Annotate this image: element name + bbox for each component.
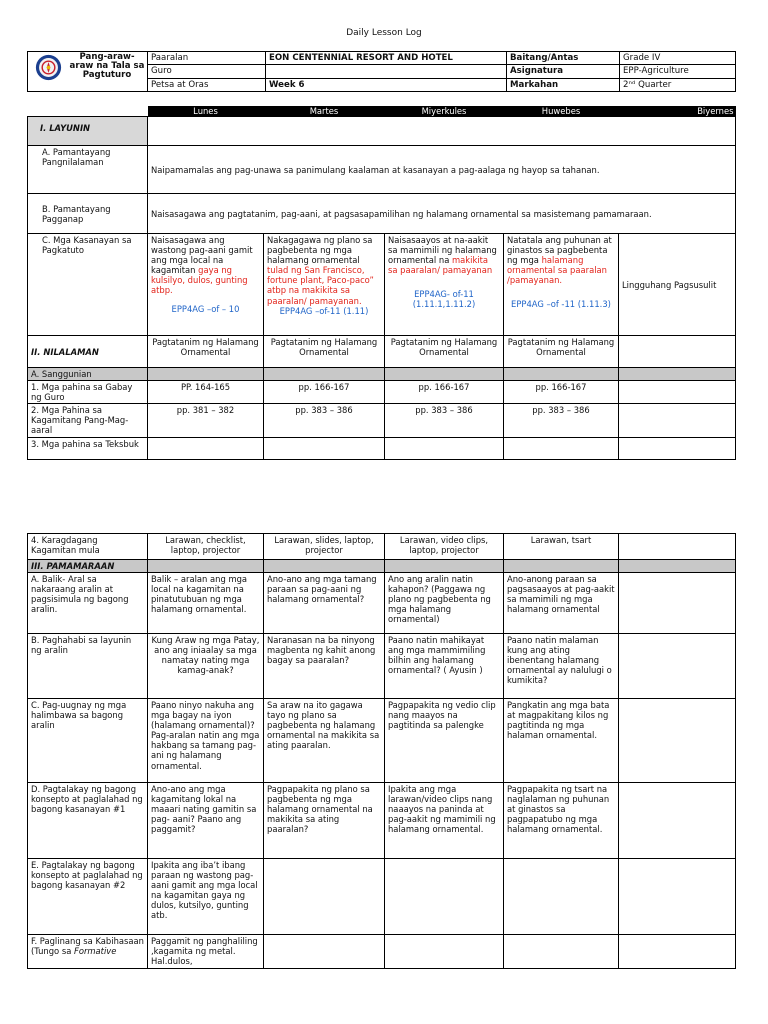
pagtalakay-2-monday: Ipakita ang iba’t ibang paraan ng wastong pag-aani gamit ang mga local na kagamitan gaya ng dulos, kutsilyo, gunting atb. <box>148 859 264 935</box>
gabay-guro-monday: PP. 164-165 <box>148 381 264 404</box>
paglinang-label: F. Paglinang sa Kabihasaan (Tungo sa Formative <box>28 935 148 969</box>
date-value: Week 6 <box>266 78 507 91</box>
document-title: Daily Lesson Log <box>346 28 422 38</box>
paghahabi-thursday: Paano natin malaman kung ang ating ibenentang halamang ornamental ay nalulugi o kumikita? <box>504 634 619 699</box>
gabay-guro-tuesday: pp. 166-167 <box>264 381 385 404</box>
quarter-label: Markahan <box>507 78 620 91</box>
teksbuk-label: 3. Mga pahina sa Teksbuk <box>28 437 148 459</box>
day-friday: Biyernes <box>619 106 736 117</box>
pagganap-label: B. Pamantayang Pagganap <box>28 194 148 234</box>
nilalaman-tuesday: Pagtatanim ng Halamang Ornamental <box>264 336 385 368</box>
paglinang-monday: Paggamit ng panghaliling ,kagamita ng metal. Hal.dulos, <box>148 935 264 969</box>
grade-value: Grade IV <box>620 52 736 65</box>
lesson-table-1 <box>27 106 736 460</box>
pangnilalaman-label: A. Pamantayang Pangnilalaman <box>28 146 148 194</box>
school-value: EON CENTENNIAL RESORT AND HOTEL <box>266 52 507 65</box>
kagamitan-tuesday: pp. 383 – 386 <box>264 404 385 437</box>
paghahabi-tuesday: Naranasan na ba ninyong magbenta ng kahit anong bagay sa paaralan? <box>264 634 385 699</box>
day-monday: Lunes <box>148 106 264 117</box>
pag-uugnay-monday: Paano ninyo nakuha ang mga bagay na iyon (halamang ornamental)? Pag-aralan natin ang mga hakbang sa tamang pag-ani ng halamang ornamental. <box>148 699 264 783</box>
kasanayan-monday: Naisasagawa ang wastong pag-aani gamit ang mga local na kagamitan gaya ng kulsilyo, dulos, gunting atbp. EPP4AG –of – 10 <box>148 234 264 336</box>
quarter-value: 2ⁿᵈ Quarter <box>620 78 736 91</box>
pagtalakay-2-label: E. Pagtalakay ng bagong konsepto at paglalahad ng bagong kasanayan #2 <box>28 859 148 935</box>
pag-uugnay-tuesday: Sa araw na ito gagawa tayo ng plano sa pagbebenta ng halamang ornamental na makikita sa ating paaralan. <box>264 699 385 783</box>
day-wednesday: Miyerkules <box>385 106 504 117</box>
pag-uugnay-wednesday: Pagpapakita ng vedio clip nang maayos na pagtitinda sa palengke <box>385 699 504 783</box>
kagamitan-thursday: pp. 383 – 386 <box>504 404 619 437</box>
kasanayan-wednesday: Naisasaayos at na-aakit sa mamimili ng halamang ornamental na makikita sa paaralan/ pamayanan EPP4AG- of-11 (1.11.1,1.11.2) <box>385 234 504 336</box>
balik-aral-tuesday: Ano-ano ang mga tamang paraan sa pag-aani ng halamang ornamental? <box>264 573 385 634</box>
pagtalakay-1-monday: Ano-ano ang mga kagamitang lokal na maaari nating gamitin sa pag- aani? Paano ang paggamit? <box>148 783 264 859</box>
balik-aral-thursday: Ano-anong paraan sa pagsasaayos at pag-aakit sa mamimili ng mga halamang ornamental <box>504 573 619 634</box>
pagtalakay-1-thursday: Pagpapakita ng tsart na naglalaman ng puhunan at ginastos sa pagpapatubo ng mga halamang ornamental. <box>504 783 619 859</box>
karagdagang-wednesday: Larawan, video clips, laptop, projector <box>385 534 504 560</box>
pamamaraan-heading: III. PAMAMARAAN <box>28 560 148 573</box>
balik-aral-label: A. Balik- Aral sa nakaraang aralin at pagsisimula ng bagong aralin. <box>28 573 148 634</box>
nilalaman-wednesday: Pagtatanim ng Halamang Ornamental <box>385 336 504 368</box>
subject-label: Asignatura <box>507 65 620 78</box>
date-label: Petsa at Oras <box>148 78 266 91</box>
deped-logo-cell <box>28 52 148 92</box>
karagdagang-monday: Larawan, checklist, laptop, projector <box>148 534 264 560</box>
kasanayan-label: C. Mga Kasanayan sa Pagkatuto <box>28 234 148 336</box>
pag-uugnay-thursday: Pangkatin ang mga bata at magpakitang kilos ng pagtitinda ng mga halaman ornamental. <box>504 699 619 783</box>
kagamitan-mag-aaral-label: 2. Mga Pahina sa Kagamitang Pang-Mag-aaral <box>28 404 148 437</box>
kasanayan-friday: Lingguhang Pagsusulit <box>619 234 736 336</box>
kasanayan-thursday: Natatala ang puhunan at ginastos sa pagbebenta ng mga halamang ornamental sa paaralan /pamayanan. EPP4AG –of -11 (1.11.3) <box>504 234 619 336</box>
nilalaman-heading: II. NILALAMAN <box>28 336 148 368</box>
kagamitan-wednesday: pp. 383 – 386 <box>385 404 504 437</box>
paghahabi-wednesday: Paano natin mahikayat ang mga mammimiling bilhin ang halamang ornamental? ( Ayusin ) <box>385 634 504 699</box>
lesson-table-2 <box>27 533 736 969</box>
balik-aral-wednesday: Ano ang aralin natin kahapon? (Paggawa ng plano ng pagbebenta ng mga halamang ornamental) <box>385 573 504 634</box>
grade-label: Baitang/Antas <box>507 52 620 65</box>
kagamitan-monday: pp. 381 – 382 <box>148 404 264 437</box>
pagtalakay-1-tuesday: Pagpapakita ng plano sa pagbebenta ng mga halamang ornamental na makikita sa ating paaralan? <box>264 783 385 859</box>
sanggunian-label: A. Sanggunian <box>28 368 148 381</box>
header-table <box>27 51 736 92</box>
deped-seal-icon <box>35 54 62 81</box>
day-header-row <box>28 106 736 117</box>
day-tuesday: Martes <box>264 106 385 117</box>
pagtalakay-1-wednesday: Ipakita ang mga larawan/video clips nang naaayos na paninda at pag-aakit ng mamimili ng halamang ornamental. <box>385 783 504 859</box>
pagtalakay-1-label: D. Pagtalakay ng bagong konsepto at paglalahad ng bagong kasanayan #1 <box>28 783 148 859</box>
nilalaman-thursday: Pagtatanim ng Halamang Ornamental <box>504 336 619 368</box>
karagdagang-label: 4. Karagdagang Kagamitan mula <box>28 534 148 560</box>
subject-value: EPP-Agriculture <box>620 65 736 78</box>
layunin-heading: I. LAYUNIN <box>28 117 148 146</box>
nilalaman-monday: Pagtatanim ng Halamang Ornamental <box>148 336 264 368</box>
paghahabi-monday: Kung Araw ng mga Patay, ano ang iniaalay sa mga namatay nating mga kamag-anak? <box>148 634 264 699</box>
school-form-title: Pang-araw-araw na Tala sa Pagtuturo <box>69 52 145 81</box>
karagdagang-tuesday: Larawan, slides, laptop, projector <box>264 534 385 560</box>
day-thursday: Huwebes <box>504 106 619 117</box>
pag-uugnay-label: C. Pag-uugnay ng mga halimbawa sa bagong aralin <box>28 699 148 783</box>
pagganap-text: Naisasagawa ang pagtatanim, pag-aani, at pagsasapamilihan ng halamang ornamental sa masistemang pamamaraan. <box>148 194 736 234</box>
pangnilalaman-text: Naipamamalas ang pag-unawa sa panimulang kaalaman at kasanayan a pag-aalaga ng hayop sa tahanan. <box>148 146 736 194</box>
gabay-guro-wednesday: pp. 166-167 <box>385 381 504 404</box>
teacher-label: Guro <box>148 65 266 78</box>
gabay-guro-thursday: pp. 166-167 <box>504 381 619 404</box>
paghahabi-label: B. Paghahabi sa layunin ng aralin <box>28 634 148 699</box>
school-label: Paaralan <box>148 52 266 65</box>
gabay-guro-label: 1. Mga pahina sa Gabay ng Guro <box>28 381 148 404</box>
karagdagang-thursday: Larawan, tsart <box>504 534 619 560</box>
teacher-value <box>266 65 507 78</box>
kasanayan-tuesday: Nakagagawa ng plano sa pagbebenta ng mga halamang ornamental tulad ng San Francisco, fortune plant, Paco-paco” atbp na makikita sa paaralan/ pamayanan. EPP4AG –of-11 (1.11) <box>264 234 385 336</box>
balik-aral-monday: Balik – aralan ang mga local na kagamitan na pinatutubuan ng mga halamang ornamental. <box>148 573 264 634</box>
